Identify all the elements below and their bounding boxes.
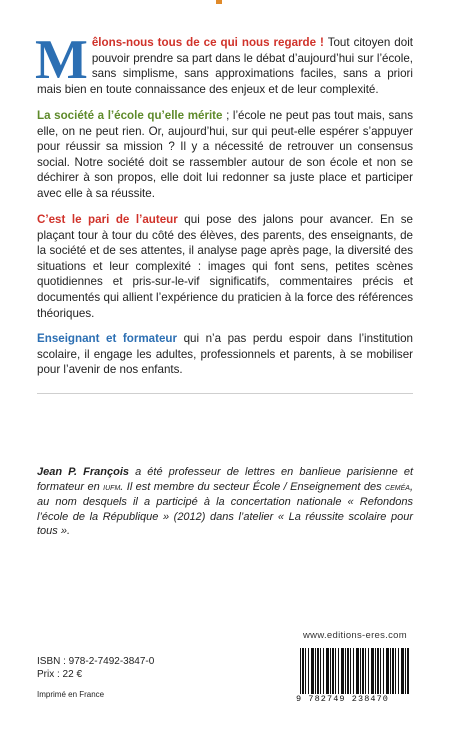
section-society-text: ; l’école ne peut pas tout mais, sans elle, on ne peut rien. Or, aujourd’hui, sur qui peut-elle espérer s’appuyer pour réussir sa mission ? Il y a nécessité de retrouver un consensus social. Notre société doit se rassembler autour de son école et non se déchirer à son propos, elle doit lui redonner sa juste place et participer avec elle à sa réussite.: [37, 109, 413, 200]
printed-in: Imprimé en France: [37, 690, 105, 699]
section-society-lead: La société a l’école qu’elle mérite: [37, 109, 223, 122]
section-teacher-text: qui n’a pas perdu espoir dans l’institution scolaire, il engage les adultes, professionnels et parents, à se mobiliser pour l’avenir de nos enfants.: [37, 332, 413, 377]
intro-lead: êlons-nous tous de ce qui nous regarde !: [91, 36, 324, 49]
barcode-bars: [300, 648, 410, 694]
bio-text-3: , au nom desquels il a participé à la concertation nationale « Refondons l’école de la République » (2012) dans l’atelier « La réussite scolaire pour tous ».: [37, 480, 414, 538]
intro-paragraph: [35, 29, 413, 97]
section-society: [37, 108, 413, 202]
bio-text-1: a été professeur de lettres en banlieue parisienne et formateur en: [37, 466, 413, 493]
bio-iufm: iufm: [103, 481, 121, 493]
drop-cap: M: [35, 29, 88, 91]
top-mark: [216, 0, 222, 4]
section-author-bet: [37, 212, 413, 321]
publisher-url: www.editions-eres.com: [303, 630, 407, 641]
barcode-digits: 9 782749 238470: [296, 694, 414, 704]
price: Prix : 22 €: [37, 669, 83, 680]
section-author-bet-text: qui pose des jalons pour avancer. En se plaçant tour à tour du côté des élèves, des parents, des enseignants, de la société et de ses attentes, il analyse page après page, la diversité des situations et leur complexité : images qui font sens, petites scènes quotidiennes et pris-sur-le-vif significatifs, commentaires précis et documentés qui allient l’expérience du praticien à la force des références théoriques.: [37, 213, 414, 320]
bio-ceméa: ceméa: [385, 481, 410, 493]
isbn: ISBN : 978-2-7492-3847-0: [37, 656, 155, 667]
isbn-block: [37, 655, 237, 701]
barcode: [296, 648, 414, 706]
intro-text: Tout citoyen doit pouvoir prendre sa part dans le débat d’aujourd’hui sur l’école, sans simplisme, sans approximations faciles, sans a priori mais bien en toute connaissance des enjeux et de leur complexité.: [37, 36, 413, 96]
bio-text-2: . Il est membre du secteur École / Enseignement des: [120, 480, 386, 493]
author-name: Jean P. François: [37, 466, 130, 478]
section-teacher-lead: Enseignant et formateur: [37, 332, 178, 345]
section-author-bet-lead: C’est le pari de l’auteur: [37, 213, 178, 226]
author-bio: [37, 465, 413, 539]
divider: [37, 393, 413, 394]
section-teacher: [37, 331, 413, 378]
